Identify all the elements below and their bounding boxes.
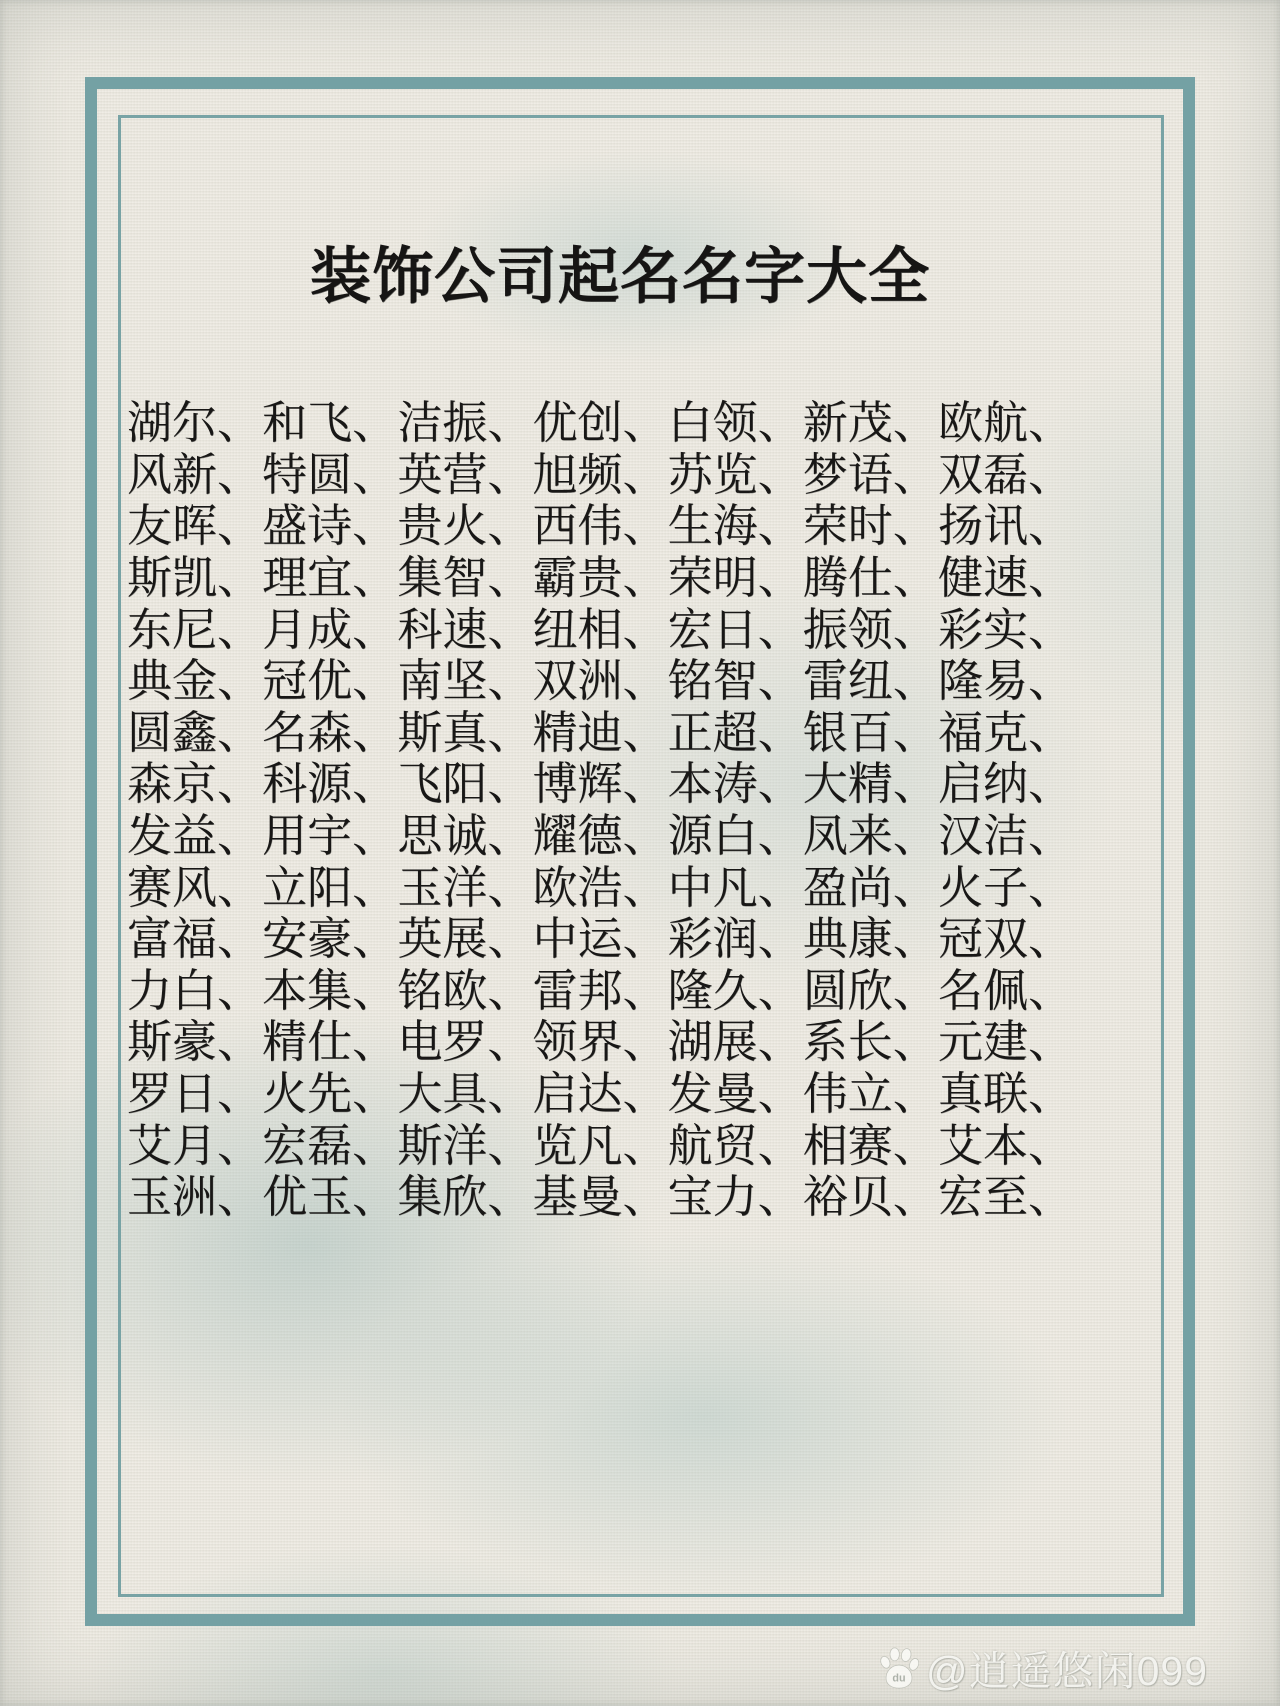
names-grid [127, 398, 1073, 1224]
company-name: 荣时、 [802, 501, 938, 552]
company-name: 冠优、 [262, 656, 398, 707]
company-name: 罗日、 [127, 1069, 263, 1120]
name-row [127, 553, 1073, 605]
company-name: 盛诗、 [262, 501, 398, 552]
company-name: 力白、 [127, 965, 263, 1016]
company-name: 英展、 [397, 914, 533, 965]
company-name: 中凡、 [667, 862, 803, 913]
company-name: 科源、 [262, 759, 398, 810]
company-name: 精仕、 [262, 1017, 398, 1068]
company-name: 健速、 [937, 553, 1073, 604]
company-name: 航贸、 [667, 1120, 803, 1171]
company-name: 银百、 [802, 707, 938, 758]
company-name: 名森、 [262, 707, 398, 758]
company-name: 纽相、 [532, 604, 668, 655]
company-name: 立阳、 [262, 862, 398, 913]
company-name: 贵火、 [397, 501, 533, 552]
company-name: 富福、 [127, 914, 263, 965]
company-name: 伟立、 [802, 1069, 938, 1120]
company-name: 圆鑫、 [127, 707, 263, 758]
company-name: 和飞、 [262, 398, 398, 449]
name-row [127, 1172, 1073, 1224]
company-name: 双磊、 [937, 449, 1073, 500]
company-name: 彩实、 [937, 604, 1073, 655]
company-name: 旭频、 [532, 449, 668, 500]
company-name: 霸贵、 [532, 553, 668, 604]
company-name: 凤来、 [802, 811, 938, 862]
company-name: 系长、 [802, 1017, 938, 1068]
company-name: 典康、 [802, 914, 938, 965]
company-name: 科速、 [397, 604, 533, 655]
company-name: 博辉、 [532, 759, 668, 810]
company-name: 玉洋、 [397, 862, 533, 913]
name-row [127, 450, 1073, 502]
name-row [127, 1017, 1073, 1069]
company-name: 大具、 [397, 1069, 533, 1120]
company-name: 源白、 [667, 811, 803, 862]
company-name: 振领、 [802, 604, 938, 655]
company-name: 艾月、 [127, 1120, 263, 1171]
company-name: 冠双、 [937, 914, 1073, 965]
company-name: 斯豪、 [127, 1017, 263, 1068]
company-name: 白领、 [667, 398, 803, 449]
company-name: 洁振、 [397, 398, 533, 449]
company-name: 森京、 [127, 759, 263, 810]
company-name: 理宜、 [262, 553, 398, 604]
company-name: 艾本、 [937, 1120, 1073, 1171]
watermark [876, 1638, 1208, 1697]
company-name: 铭欧、 [397, 965, 533, 1016]
company-name: 真联、 [937, 1069, 1073, 1120]
name-row [127, 604, 1073, 656]
company-name: 本涛、 [667, 759, 803, 810]
company-name: 友晖、 [127, 501, 263, 552]
company-name: 特圆、 [262, 449, 398, 500]
company-name: 赛风、 [127, 862, 263, 913]
company-name: 精迪、 [532, 707, 668, 758]
company-name: 裕贝、 [802, 1172, 938, 1223]
company-name: 本集、 [262, 965, 398, 1016]
company-name: 大精、 [802, 759, 938, 810]
company-name: 荣明、 [667, 553, 803, 604]
company-name: 安豪、 [262, 914, 398, 965]
company-name: 耀德、 [532, 811, 668, 862]
company-name: 梦语、 [802, 449, 938, 500]
name-row [127, 708, 1073, 760]
company-name: 斯真、 [397, 707, 533, 758]
company-name: 英营、 [397, 449, 533, 500]
name-row [127, 656, 1073, 708]
company-name: 欧浩、 [532, 862, 668, 913]
name-row [127, 1120, 1073, 1172]
company-name: 彩润、 [667, 914, 803, 965]
company-name: 汉洁、 [937, 811, 1073, 862]
name-row [127, 966, 1073, 1018]
company-name: 雷邦、 [532, 965, 668, 1016]
company-name: 相赛、 [802, 1120, 938, 1171]
company-name: 扬讯、 [937, 501, 1073, 552]
company-name: 湖尔、 [127, 398, 263, 449]
company-name: 宏日、 [667, 604, 803, 655]
company-name: 宏磊、 [262, 1120, 398, 1171]
company-name: 启达、 [532, 1069, 668, 1120]
company-name: 集智、 [397, 553, 533, 604]
company-name: 玉洲、 [127, 1172, 263, 1223]
company-name: 苏览、 [667, 449, 803, 500]
company-name: 元建、 [937, 1017, 1073, 1068]
company-name: 西伟、 [532, 501, 668, 552]
company-name: 福克、 [937, 707, 1073, 758]
company-name: 火子、 [937, 862, 1073, 913]
page-title: 装饰公司起名名字大全 [309, 244, 930, 311]
company-name: 基曼、 [532, 1172, 668, 1223]
company-name: 中运、 [532, 914, 668, 965]
company-name: 优创、 [532, 398, 668, 449]
company-name: 隆易、 [937, 656, 1073, 707]
company-name: 思诚、 [397, 811, 533, 862]
company-name: 铭智、 [667, 656, 803, 707]
company-name: 宝力、 [667, 1172, 803, 1223]
name-row [127, 862, 1073, 914]
company-name: 发益、 [127, 811, 263, 862]
company-name: 隆久、 [667, 965, 803, 1016]
company-name: 双洲、 [532, 656, 668, 707]
company-name: 名佩、 [937, 965, 1073, 1016]
company-name: 电罗、 [397, 1017, 533, 1068]
company-name: 宏至、 [937, 1172, 1073, 1223]
company-name: 腾仕、 [802, 553, 938, 604]
company-name: 新茂、 [802, 398, 938, 449]
watermark-handle: @逍遥悠闲099 [925, 1648, 1208, 1694]
company-name: 圆欣、 [802, 965, 938, 1016]
company-name: 览凡、 [532, 1120, 668, 1171]
company-name: 斯凯、 [127, 553, 263, 604]
company-name: 集欣、 [397, 1172, 533, 1223]
company-name: 湖展、 [667, 1017, 803, 1068]
name-row [127, 501, 1073, 553]
company-name: 正超、 [667, 707, 803, 758]
company-name: 领界、 [532, 1017, 668, 1068]
company-name: 东尼、 [127, 604, 263, 655]
name-row [127, 811, 1073, 863]
company-name: 雷纽、 [802, 656, 938, 707]
name-row [127, 914, 1073, 966]
company-name: 飞阳、 [397, 759, 533, 810]
company-name: 发曼、 [667, 1069, 803, 1120]
paw-icon-label: du [892, 1672, 906, 1685]
name-row [127, 398, 1073, 450]
company-name: 启纳、 [937, 759, 1073, 810]
name-row [127, 1069, 1073, 1121]
name-row [127, 759, 1073, 811]
company-name: 盈尚、 [802, 862, 938, 913]
company-name: 斯洋、 [397, 1120, 533, 1171]
company-name: 用宇、 [262, 811, 398, 862]
company-name: 生海、 [667, 501, 803, 552]
company-name: 欧航、 [937, 398, 1073, 449]
company-name: 月成、 [262, 604, 398, 655]
company-name: 典金、 [127, 656, 263, 707]
company-name: 南坚、 [397, 656, 533, 707]
company-name: 火先、 [262, 1069, 398, 1120]
baidu-paw-icon [876, 1645, 922, 1691]
company-name: 风新、 [127, 449, 263, 500]
company-name: 优玉、 [262, 1172, 398, 1223]
